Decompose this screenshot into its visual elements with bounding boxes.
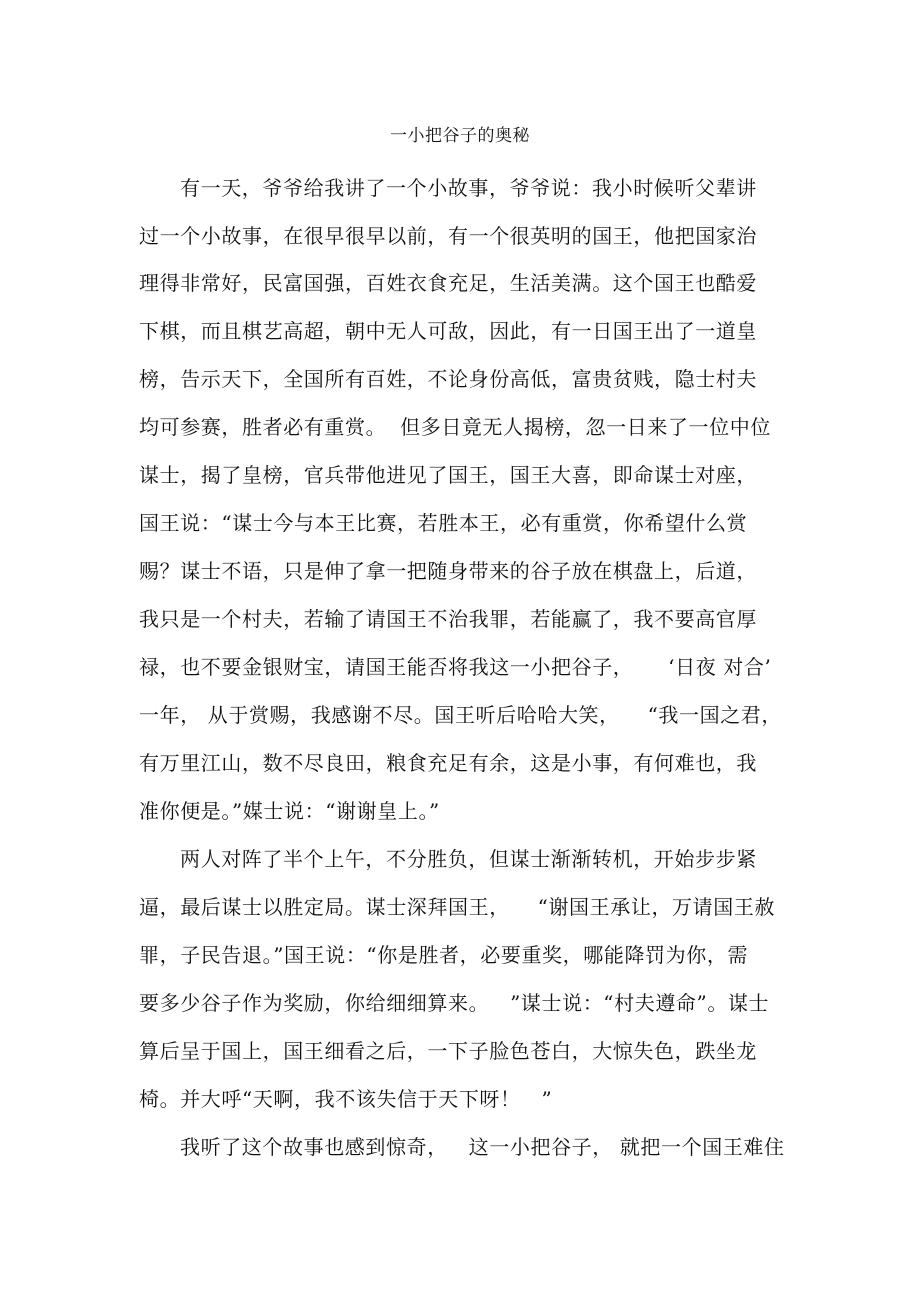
paragraph-line: 有一天，爷爷给我讲了一个小故事，爷爷说：我小时候听父辈讲 [180, 176, 757, 200]
paragraph-line: 算后呈于国上，国王细看之后，一下子脸色苍白，大惊失色，跌坐龙 [139, 1039, 757, 1063]
paragraph-line: 两人对阵了半个上午，不分胜负，但谋士渐渐转机，开始步步紧 [180, 847, 757, 871]
paragraph-line: 国王说：“谋士今与本王比赛，若胜本王，必有重赏，你希望什么赏 [139, 511, 748, 535]
paragraph-line: 罪，子民告退。”国王说：“你是胜者，必要重奖，哪能降罚为你，需 [139, 943, 749, 967]
paragraph-line: 有万里江山，数不尽良田，粮食充足有余，这是小事，有何难也，我 [139, 751, 757, 775]
paragraph-line: 过一个小故事，在很早很早以前，有一个很英明的国王，他把国家治 [139, 224, 757, 248]
paragraph-line: 理得非常好，民富国强，百姓衣食充足，生活美满。这个国王也酷爱 [139, 271, 757, 295]
document-title: 一小把谷子的奥秘 [390, 126, 530, 146]
paragraph-line: 我听了这个故事也感到惊奇， 这一小把谷子， 就把一个国王难住 [180, 1135, 785, 1159]
paragraph-line: 均可参赛，胜者必有重赏。 但多日竟无人揭榜，忽一日来了一位中位 [139, 415, 771, 439]
paragraph-line: 准你便是。”媒士说：“谢谢皇上。” [139, 799, 440, 823]
paragraph-line: 下棋，而且棋艺高超，朝中无人可敌，因此，有一日国王出了一道皇 [139, 319, 757, 343]
paragraph-line: 要多少谷子作为奖励，你给细细算来。 ”谋士说：“村夫遵命”。谋士 [139, 991, 770, 1015]
paragraph-line: 椅。并大呼“天啊，我不该失信于天下呀！ ” [139, 1087, 553, 1111]
paragraph-line: 我只是一个村夫，若输了请国王不治我罪，若能赢了，我不要高官厚 [139, 607, 757, 631]
paragraph-line: 逼，最后谋士以胜定局。谋士深拜国王， “谢国王承让，万请国王赦 [139, 895, 776, 919]
paragraph-line: 禄，也不要金银财宝，请国王能否将我这一小把谷子， ‘日夜 对合’ [139, 655, 772, 679]
paragraph-line: 一年， 从于赏赐，我感谢不尽。国王听后哈哈大笑， “我一国之君， [139, 703, 783, 727]
paragraph-line: 赐？谋士不语，只是伸了拿一把随身带来的谷子放在棋盘上，后道， [139, 559, 757, 583]
paragraph-line: 榜，告示天下，全国所有百姓，不论身份高低，富贵贫贱，隐士村夫 [139, 367, 757, 391]
paragraph-line: 谋士，揭了皇榜，官兵带他进见了国王，国王大喜，即命谋士对座， [139, 463, 757, 487]
